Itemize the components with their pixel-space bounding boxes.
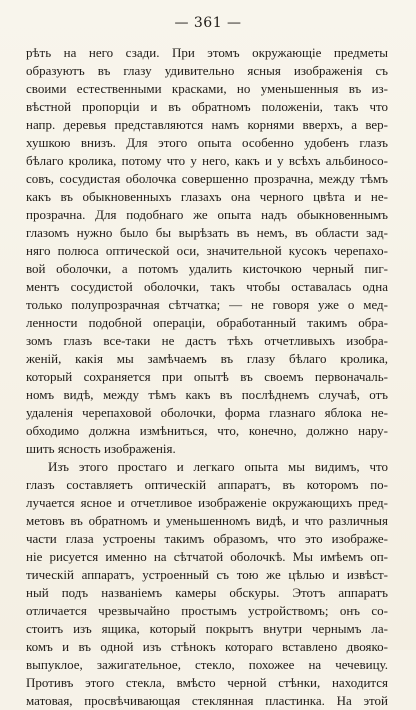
text-line: какъ въ обыкновенныхъ глазахъ она черного цвѣта и не- — [26, 189, 388, 204]
text-line: Противъ этого стекла, вмѣсто черной стѣнки, находится — [26, 675, 388, 690]
text-line: рѣть на него сзади. При этомъ окружающіе предметы — [26, 45, 388, 60]
text-line: женій, какія мы замѣчаемъ въ глазу бѣлаго кролика, — [26, 351, 388, 366]
text-line: тическій аппаратъ, устроенный съ тою же цѣлью и извѣст- — [26, 567, 388, 582]
text-line: бѣлаго кролика, потому что у него, какъ и у всѣхъ альбиносо- — [26, 153, 388, 168]
text-line: хушкою внизъ. Для этого опыта особенно удобенъ глазъ — [26, 135, 388, 150]
text-line: лучается ясное и отчетливое изображеніе окружающихъ пред- — [26, 495, 388, 510]
text-line: няго полюса оптической оси, значительной кусокъ черепахо- — [26, 243, 388, 258]
text-line: обходимо должна измѣниться, что, конечно, должно нару- — [26, 423, 388, 438]
text-line: Изъ этого простаго и легкаго опыта мы видимъ, что — [48, 459, 388, 474]
text-line: стоитъ изъ ящика, который покрытъ внутри чернымъ ла- — [26, 621, 388, 636]
text-line: комъ и въ одной изъ стѣнокъ котораго вставлено двояко- — [26, 639, 388, 654]
text-line: ментъ сосудистой оболочки, такъ чтобы оставалась одна — [26, 279, 388, 294]
text-line: части глаза устроены такимъ образомъ, что это изображе- — [26, 531, 388, 546]
text-line: образуютъ въ глазу удивительно ясныя изображенія съ — [26, 63, 388, 78]
text-line: номъ видѣ, между тѣмъ какъ въ послѣднемъ случаѣ, отъ — [26, 387, 388, 402]
text-line: метовъ въ обратномъ и уменьшенномъ видѣ, и что различныя — [26, 513, 388, 528]
text-line: который сохраняется при опытѣ въ своемъ первоначаль- — [26, 369, 388, 384]
text-line: напр. деревья представляются намъ корнями вверхъ, а вер- — [26, 117, 388, 132]
page-number: — 361 — — [174, 15, 242, 31]
text-line: шить ясность изображенія. — [26, 441, 176, 456]
text-line: ленности подобной операціи, обработанный такимъ обра- — [26, 315, 388, 330]
text-line: ный подъ названіемъ камеры обскуры. Этотъ аппаратъ — [26, 585, 388, 600]
text-line: вѣстной пропорціи и въ обратномъ положеніи, такъ что — [26, 99, 388, 114]
text-line: глазомъ нужно было бы вырѣзать въ немъ, въ области зад- — [26, 225, 388, 240]
text-line: удаленія черепаховой оболочки, форма глазнаго яблока не- — [26, 405, 388, 420]
text-line: выпуклое, зажигательное, стекло, похожее на чечевицу. — [26, 657, 388, 672]
text-line: своими естественными красками, но уменьшенныя въ из- — [26, 81, 388, 96]
text-line: глазъ составляетъ оптическій аппаратъ, въ которомъ по- — [26, 477, 388, 492]
text-line: только полупрозрачная сѣтчатка; — не говоря уже о мед- — [26, 297, 388, 312]
text-line: матовая, просвѣчивающая стеклянная пластинка. На этой — [26, 693, 388, 708]
text-line: совъ, сосудистая оболочка совершенно прозрачна, между тѣмъ — [26, 171, 388, 186]
text-line: вой оболочки, а потомъ удалить кисточкою черный пиг- — [26, 261, 388, 276]
text-line: прозрачна. Для подобнаго же опыта надъ обыкновеннымъ — [26, 207, 388, 222]
text-line: отличается чрезвычайно простымъ устройствомъ; онъ со- — [26, 603, 388, 618]
body-text — [26, 44, 388, 710]
text-line: зомъ глазъ все-таки не дастъ тѣхъ отчетливыхъ изобра- — [26, 333, 388, 348]
text-line: ніе рисуется именно на сѣтчатой оболочкѣ. Мы имѣемъ оп- — [26, 549, 388, 564]
